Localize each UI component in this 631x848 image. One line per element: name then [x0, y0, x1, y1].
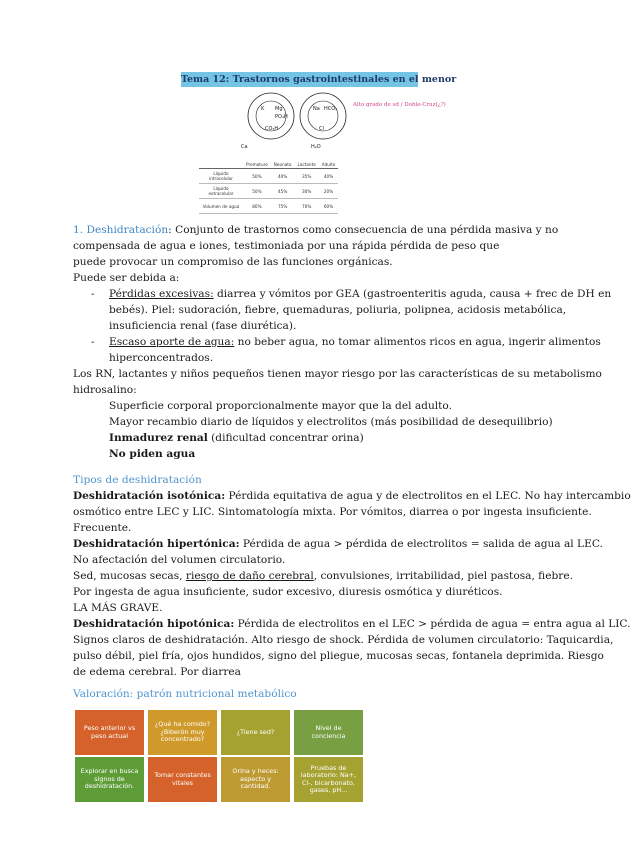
hiper-line-4: Por ingesta de agua insuficiente, sudor excesivo, diuresis osmótica y diuréticos. — [73, 586, 503, 598]
table-header — [199, 160, 243, 169]
risk-line-2: hidrosalino: — [73, 384, 137, 396]
valoracion-cell: Orina y heces: aspecto y cantidad. — [221, 757, 290, 802]
hiper-text: Pérdida de agua > pérdida de electrolitos = salida de agua al LEC. — [239, 538, 603, 550]
risk-item-1: Superficie corporal proporcionalmente mayor que la del adulto. — [109, 400, 452, 412]
table-row-label: Volumen de agua — [199, 199, 243, 214]
water-distribution-table — [199, 160, 338, 214]
hiper-line-3-b: , convulsiones, irritabilidad, piel pastosa, fiebre. — [313, 570, 574, 582]
label-h2o: H₂O — [311, 144, 321, 150]
table-cell: 60% — [319, 199, 338, 214]
table-row-label: Líquido extracelular — [199, 184, 243, 199]
hipo-line-4: de edema cerebral. Por diarrea — [73, 666, 241, 678]
label-po4: PO₄H — [275, 114, 288, 120]
table-cell: 50% — [243, 169, 271, 184]
hiper-label: Deshidratación hipertónica: — [73, 538, 240, 550]
risk-item-2: Mayor recambio diario de líquidos y electrolitos (más posibilidad de desequilibrio) — [109, 416, 553, 428]
iso-text: Pérdida equitativa de agua y de electrolitos en el LEC. No hay intercambio — [225, 490, 631, 502]
table-cell: 40% — [271, 169, 295, 184]
label-k: K — [261, 106, 265, 112]
section-number: 1. — [73, 224, 84, 236]
label-ca: Ca — [241, 144, 248, 150]
extracellular-circle — [300, 93, 346, 139]
risk-item-3-text: (dificultad concentrar orina) — [207, 432, 364, 444]
label-na: Na — [313, 106, 320, 112]
hipo-label: Deshidratación hipotónica: — [73, 618, 235, 630]
intro-text: : Conjunto de trastornos como consecuencia de una pérdida masiva y no — [168, 224, 559, 236]
intro-line-3: puede provocar un compromiso de las funciones orgánicas. — [73, 256, 393, 268]
label-co3h: CO₃H — [265, 126, 279, 132]
hipo-text: Pérdida de electrolitos en el LEC > pérdida de agua = entra agua al LIC. — [234, 618, 631, 630]
bullet-dash: - — [91, 336, 95, 348]
table-row — [199, 169, 338, 184]
valoracion-heading: Valoración: patrón nutricional metabólico — [73, 688, 297, 700]
iso-line-2: osmótico entre LEC y LIC. Sintomatología mixta. Por vómitos, diarrea o por ingesta insuficiente. — [73, 506, 592, 518]
hiper-line-3 — [73, 570, 573, 582]
valoracion-cell: ¿Tiene sed? — [221, 710, 290, 755]
table-header: Lactante — [295, 160, 319, 169]
table-header: Adulto — [319, 160, 338, 169]
table-row — [199, 199, 338, 214]
table-row-label: Líquido intracelular — [199, 169, 243, 184]
hiper-line-3-a: Sed, mucosas secas, — [73, 570, 186, 582]
bullet-1-text: diarrea y vómitos por GEA (gastroenteritis aguda, causa + frec de DH en — [213, 288, 612, 300]
table-cell: 50% — [243, 184, 271, 199]
intro-line-2: compensada de agua e iones, testimoniada por una rápida pérdida de peso que — [73, 240, 500, 252]
valoracion-cell: Explorar en busca signos de deshidratación. — [75, 757, 144, 802]
bullet-2-line-2: hiperconcentrados. — [109, 352, 214, 364]
valoracion-cell: Peso anterior vs peso actual — [75, 710, 144, 755]
bullet-1-line-2: bebés). Piel: sudoración, fiebre, quemaduras, poliuria, polipnea, acidosis metabólica, — [109, 304, 567, 316]
types-heading: Tipos de deshidratación — [73, 474, 202, 486]
bullet-dash: - — [91, 288, 95, 300]
table-cell: 45% — [271, 184, 295, 199]
valoracion-cell: Tomar constantes vitales — [148, 757, 217, 802]
intro-line-1 — [73, 224, 558, 236]
valoracion-cell: Pruebas de laboratorio: Na+, Cl-, bicarbonato, gases, pH... — [294, 757, 363, 802]
table-cell: 30% — [295, 184, 319, 199]
hiper-line-3-underline: riesgo de daño cerebral — [185, 570, 314, 582]
valoracion-cell: ¿Qué ha comido? ¿Biberón muy concentrado? — [148, 710, 217, 755]
risk-line-1: Los RN, lactantes y niños pequeños tienen mayor riesgo por las características de su metabolismo — [73, 368, 602, 380]
table-cell: 40% — [319, 169, 338, 184]
iso-label: Deshidratación isotónica: — [73, 490, 226, 502]
iso-line-3: Frecuente. — [73, 522, 132, 534]
risk-item-4: No piden agua — [109, 448, 196, 460]
hiper-line-5: LA MÁS GRAVE. — [73, 602, 163, 614]
label-cl: Cl — [319, 126, 324, 132]
electrolyte-diagram — [181, 88, 446, 154]
table-cell: 75% — [271, 199, 295, 214]
bullet-1-line-3: insuficiencia renal (fase diurética). — [109, 320, 297, 332]
hiper-line-1 — [73, 538, 603, 550]
handwritten-note: Alto grado de sd / Doble-Cruz(¿?) — [353, 102, 446, 108]
valoracion-cell: Nivel de conciencia — [294, 710, 363, 755]
table-cell: 20% — [319, 184, 338, 199]
hipo-line-2: Signos claros de deshidratación. Alto riesgo de shock. Pérdida de volumen circulatorio: Taquicardia, — [73, 634, 614, 646]
label-hco3: HCO₃ — [324, 106, 338, 112]
table-cell: 80% — [243, 199, 271, 214]
bullet-2-text: no beber agua, no tomar alimentos ricos en agua, ingerir alimentos — [234, 336, 601, 348]
bullet-2-label: Escaso aporte de agua: — [109, 336, 235, 348]
figure-title: Tema 12: Trastornos gastrointestinales en el menor — [181, 74, 457, 85]
table-cell: 35% — [295, 169, 319, 184]
hipo-line-3: pulso débil, piel fría, ojos hundidos, signo del pliegue, mucosas secas, fontanela deprimida. Riesgo — [73, 650, 604, 662]
bullet-1-line-1 — [109, 288, 611, 300]
intro-line-4: Puede ser debida a: — [73, 272, 180, 284]
valoracion-grid — [73, 708, 367, 804]
bullet-1-label: Pérdidas excesivas: — [109, 288, 214, 300]
table-header: Prematuro — [243, 160, 271, 169]
figure — [181, 72, 457, 220]
hiper-line-2: No afectación del volumen circulatorio. — [73, 554, 286, 566]
iso-line-1 — [73, 490, 631, 502]
bullet-2-line-1 — [109, 336, 601, 348]
section-heading: Deshidratación — [86, 224, 169, 236]
table-header: Neonato — [271, 160, 295, 169]
label-mg: Mg — [275, 106, 283, 112]
table-cell: 70% — [295, 199, 319, 214]
hipo-line-1 — [73, 618, 631, 630]
table-row — [199, 184, 338, 199]
risk-item-3 — [109, 432, 364, 444]
risk-item-3-bold: Inmadurez renal — [109, 432, 208, 444]
